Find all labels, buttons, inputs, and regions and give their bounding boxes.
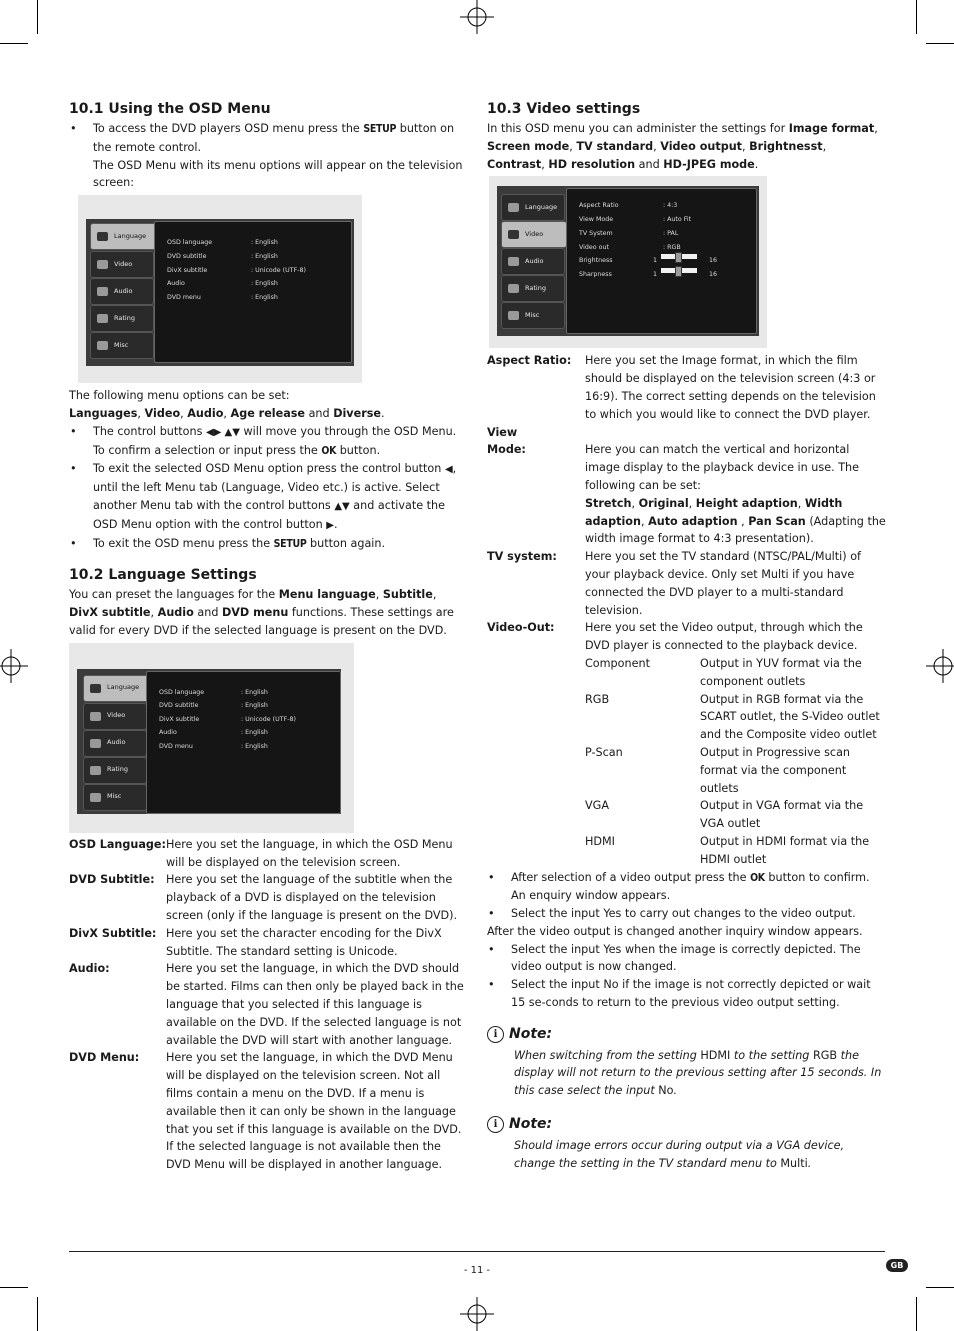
audio-icon [90,739,101,748]
osd-tab-language: Language [83,675,149,702]
misc-icon [508,311,519,320]
term-view-mode: View Mode: Here you can match the vertical and horizontal image display to the playback device in use. The following can be set: Stretch, Original, Height adaption, Width adaption, Auto adaption , Pan Scan (Adapting the width image format to 4:3 presentation). [487,425,886,546]
video-out-option: Component Output in YUV format via the component outlets [585,656,862,688]
language-term-list [69,836,467,1174]
video-icon [508,230,519,239]
language-icon [508,203,519,212]
info-icon: i [487,1026,504,1043]
term-osd-language: OSD Language: Here you set the language, in which the OSD Menu will be displayed on the television screen. [69,837,453,869]
term-divx-subtitle: DivX Subtitle: Here you set the character encoding for the DivX Subtitle. The standard setting is Unicode. [69,926,442,958]
language-icon [90,684,101,693]
registration-mark [0,649,28,683]
crop-mark [37,1297,38,1331]
osd-tab-rating: Rating [501,275,565,302]
osd-tab-rating: Rating [90,305,154,332]
bullet-confirm-output: • After selection of a video output press the OK button to confirm. An enquiry window appears. [487,869,887,906]
crop-mark [0,43,28,44]
video-out-option: VGA Output in VGA format via the VGA outlet [585,799,864,831]
term-audio: Audio: Here you set the language, in which the DVD should be started. Films can then only be played back in the language that you selected if this language is available on the DVD. If the selected language is not available the DVD will start with another language. [69,962,464,1047]
options-list: Languages, Video, Audio, Age release and Diverse. [69,406,385,420]
osd-tab-audio: Audio [501,248,565,275]
crop-mark [926,43,954,44]
video-icon [97,260,108,269]
osd-tab-video: Video [501,221,567,248]
page-number: - 11 - [463,1265,491,1276]
crop-mark [0,1287,28,1288]
crop-mark [916,0,917,34]
video-term-list [487,352,887,868]
video-out-option: P-Scan Output in Progressive scan format via the component outlets [585,745,851,795]
lock-icon [97,314,108,323]
osd-tab-misc: Misc [501,302,565,329]
audio-icon [508,257,519,266]
footer-rule [69,1251,885,1252]
lock-icon [508,284,519,293]
language-badge: GB [886,1259,908,1272]
section-title-osd-menu: 10.1 Using the OSD Menu [69,101,271,117]
misc-icon [97,341,108,350]
crop-mark [37,0,38,34]
language-settings-intro: You can preset the languages for the Menu language, Subtitle, DivX subtitle, Audio and DVD menu functions. These settings are valid for every DVD if the selected language is present on the DVD. [69,588,454,637]
options-intro: The following menu options can be set: [69,389,290,403]
slider-knob [675,252,682,263]
note-2-body: Should image errors occur during output via a VGA device, change the setting in the TV standard menu to Multi. [514,1138,845,1170]
osd-tab-video: Video [83,703,147,730]
osd-tab-audio: Audio [90,278,154,305]
video-out-option: HDMI Output in HDMI format via the HDMI outlet [585,834,870,866]
term-tv-system: TV system: Here you set the TV standard (NTSC/PAL/Multi) of your playback device. Only set Multi if you have connected the DVD player to a multi-standard television. [487,550,861,617]
sharpness-slider [661,268,697,273]
bullet-exit-osd: • To exit the OSD menu press the SETUP button again. [69,535,467,554]
video-icon [90,712,101,721]
osd-settings-panel: OSD language : English DVD subtitle : English DivX subtitle : Unicode (UTF-8) Audio : English DVD menu : English [154,221,352,363]
osd-tab-misc: Misc [90,332,154,359]
note-1-heading: i Note: [487,1026,887,1044]
section-title-video-settings: 10.3 Video settings [487,101,641,117]
osd-language-screenshot-1 [78,195,362,383]
language-icon [97,232,108,241]
video-settings-intro: In this OSD menu you can administer the settings for Image format, Screen mode, TV standard, Video output, Brightnesst, Contrast, HD resolution and HD-JPEG mode. [487,122,878,171]
audio-icon [97,287,108,296]
note-1-body: When switching from the setting HDMI to the setting RGB the display will not return to the previous setting after 15 seconds. In this case select the input No. [514,1048,882,1098]
right-column [487,100,887,1172]
bullet-control-buttons: • The control buttons ◀▶ ▲▼ will move you through the OSD Menu. To confirm a selection or input press the OK button. [69,423,467,461]
term-aspect-ratio: Aspect Ratio: Here you set the Image format, in which the film should be displayed on the television screen (4:3 or 16:9). The correct setting depends on the television to which you would like to connect the DVD player. [487,354,876,421]
bullet-access-osd: • To access the DVD players OSD menu press the SETUP button on the remote control. The OSD Menu with its menu options will appear on the television screen: [69,120,467,192]
osd-settings-panel: OSD language : English DVD subtitle : English DivX subtitle : Unicode (UTF-8) Audio : English DVD menu : English [146,671,341,814]
lock-icon [90,766,101,775]
left-column [69,100,467,1174]
section-title-language-settings: 10.2 Language Settings [69,567,257,584]
registration-mark [460,0,494,34]
slider-knob [675,266,682,277]
osd-tab-misc: Misc [83,784,147,811]
registration-mark [926,649,954,683]
osd-video-screenshot [489,176,767,348]
term-dvd-menu: DVD Menu: Here you set the language, in which the DVD Menu will be displayed on the television screen. Not all films contain a menu on the DVD. If a menu is available then it can only be shown in the language that you set if this language is available on the DVD. If the selected language is not available then the DVD Menu will be displayed in another language. [69,1051,462,1172]
osd-tab-language: Language [90,223,156,250]
osd-tab-language: Language [501,194,565,221]
after-output-change: After the video output is changed another inquiry window appears. [487,924,863,938]
crop-mark [926,1287,954,1288]
registration-mark [460,1297,494,1331]
info-icon: i [487,1116,504,1133]
osd-settings-panel: Aspect Ratio : 4:3 View Mode : Auto Fit TV System : PAL Video out : RGB Brightness 1 16 Sharpness 1 16 [566,188,757,334]
osd-language-screenshot-2 [69,643,354,833]
term-video-out: Video-Out: Here you set the Video output, through which the DVD player is connected to the playback device. [487,621,863,653]
bullet-select-yes: • Select the input Yes to carry out changes to the video output. [487,905,887,923]
bullet-confirm-yes: • Select the input Yes when the image is correctly depicted. The video output is now changed. [487,941,887,977]
video-out-option: RGB Output in RGB format via the SCART outlet, the S-Video outlet and the Composite video outlet [585,692,880,742]
brightness-slider [661,254,697,259]
osd-tab-video: Video [90,251,154,278]
note-2-heading: i Note: [487,1116,887,1134]
term-dvd-subtitle: DVD Subtitle: Here you set the language of the subtitle when the playback of a DVD is displayed on the television screen (only if the language is present on the DVD). [69,873,458,922]
osd-tab-rating: Rating [83,757,147,784]
osd-tab-audio: Audio [83,730,147,757]
crop-mark [916,1297,917,1331]
bullet-exit-option: • To exit the selected OSD Menu option press the control button ◀, until the left Menu tab (Language, Video etc.) is active. Select another Menu tab with the control buttons ▲▼ and activate the OSD Menu option with the control button ▶. [69,460,467,534]
bullet-select-no: • Select the input No if the image is not correctly depicted or wait 15 se-conds to return to the previous video output setting. [487,976,887,1012]
misc-icon [90,793,101,802]
